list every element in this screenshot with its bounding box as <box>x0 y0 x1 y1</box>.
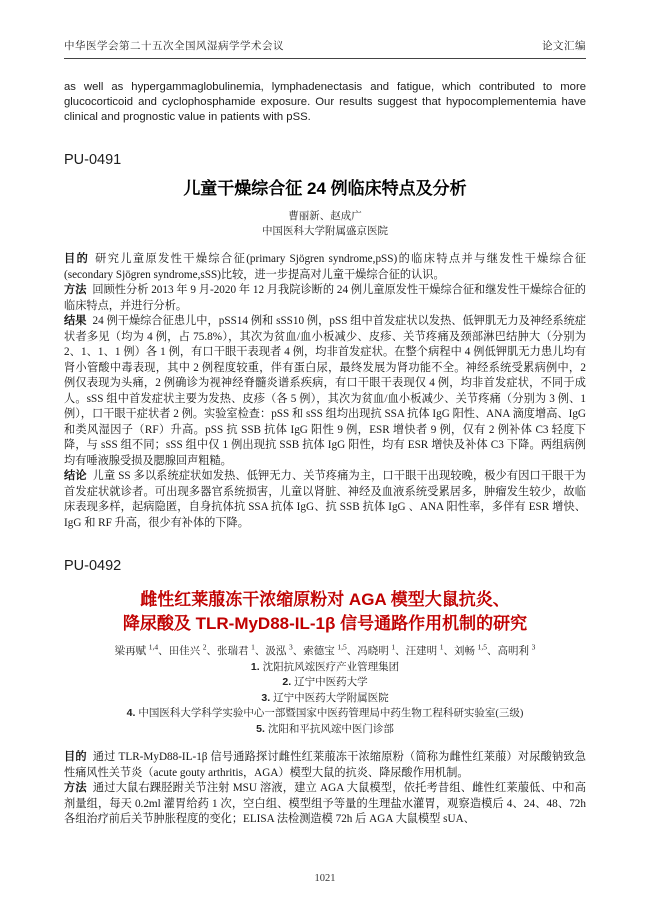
author-name: 田佳兴 $^2$ <box>168 642 207 657</box>
author-affiliation-superscript: 3 <box>531 642 536 652</box>
affiliation-line <box>64 706 586 722</box>
abstract2-title-line1: 雌性红莱菔冻干浓缩原粉对 AGA 模型大鼠抗炎、 <box>140 590 510 609</box>
abstract1-methods <box>64 283 586 314</box>
author-affiliation-superscript: 1,5 <box>337 642 347 652</box>
abstract2-authors: 梁再赋 $^{1,4}$、田佳兴 $^2$、张瑞君 $^1$、汲泓 $^3$、索德宝 $^{1,5}$、冯晓明 $^1$、汪建明 $^1$、刘畅 $^{1,5}$、高明利 $^3$ <box>114 642 536 657</box>
author-name: 梁再赋 $^{1,4}$ <box>114 642 159 657</box>
abstract2-title-line2: 降尿酸及 TLR-MyD88-IL-1β 信号通路作用机制的研究 <box>122 614 528 633</box>
affiliation-number: 4. <box>126 707 139 719</box>
abstract1-results <box>64 314 586 469</box>
abstract1-id: PU-0491 <box>64 152 122 168</box>
header-rule <box>64 58 586 59</box>
header-conference-name: 中华医学会第二十五次全国风湿病学学术会议 <box>64 41 284 52</box>
methods-text: 通过大鼠右踝胫跗关节注射 MSU 溶液，建立 AGA 大鼠模型，依托考昔组、雌性红莱菔低、中和高剂量组，每天 0.2ml 灌胃给药 1 次，空白组、模型组予等量的生理盐水灌胃，观察造模后 4、24、48、72h 各组治疗前后关节肿胀程度的变化；ELISA 法检测造模 72h 后 AGA 大鼠模型 sUA、 <box>64 782 586 825</box>
abstract2-body <box>64 750 586 828</box>
affiliation-name: 辽宁中医药大学 <box>294 677 368 688</box>
abstract2-objective <box>64 750 586 781</box>
author-affiliation-superscript: 1,5 <box>477 642 487 652</box>
author-name: 张瑞君 $^1$ <box>217 642 255 657</box>
author-affiliation-superscript: 3 <box>289 642 293 652</box>
methods-text: 回顾性分析 2013 年 9 月-2020 年 12 月我院诊断的 24 例儿童原发性干燥综合征和继发性干燥综合征的临床特点，并进行分析。 <box>64 284 586 312</box>
affiliation-line <box>64 660 586 676</box>
affiliation-number: 2. <box>282 676 295 688</box>
author-name: 汲泓 $^3$ <box>265 642 293 657</box>
affiliation-number: 5. <box>256 722 268 735</box>
affiliation-number: 3. <box>261 691 274 704</box>
author-affiliation-superscript: 1,4 <box>148 642 159 652</box>
abstract2-byline <box>64 642 586 737</box>
affiliation-line <box>64 691 586 707</box>
results-label: 结果 <box>64 315 87 327</box>
objective-label: 目的 <box>64 253 90 265</box>
abstract1-title: 儿童干燥综合征 24 例临床特点及分析 <box>183 179 467 198</box>
abstract2-title <box>64 588 586 636</box>
abstract1-objective <box>64 252 586 283</box>
affiliation-name: 沈阳抗风竤医疗产业管理集团 <box>262 661 400 673</box>
header-volume-label: 论文汇编 <box>542 41 586 52</box>
author-affiliation-superscript: 1 <box>391 642 396 652</box>
author-name: 刘畅 $^{1,5}$ <box>454 642 487 657</box>
page-footer <box>0 873 650 884</box>
author-affiliation-superscript: 1 <box>251 642 255 652</box>
running-header <box>64 38 586 53</box>
author-affiliation-superscript: 2 <box>202 642 207 652</box>
methods-label: 方法 <box>64 782 87 794</box>
affiliation-name: 中国医科大学科学实验中心一部暨国家中医药管理局中药生物工程科研实验室(三级) <box>138 708 524 719</box>
affiliation-name: 辽宁中医药大学附属医院 <box>273 692 389 704</box>
affiliation-line <box>64 675 586 691</box>
abstract1-affiliation: 中国医科大学附属盛京医院 <box>262 225 388 237</box>
page-number: 1021 <box>314 873 336 884</box>
abstract2-affiliations <box>64 660 586 738</box>
english-continuation-paragraph: as well as hypergammaglobulinemia, lymphadenectasis and fatigue, which contributed to more glucocorticoid and cyclophosphamide exposure. Our results suggest that hypocomplementemia have clinical and prognostic value in patients with pSS. <box>64 81 586 123</box>
abstract2-methods <box>64 781 586 828</box>
abstract1-authors: 曹丽新、赵成广 <box>288 211 362 222</box>
abstract1-conclusion <box>64 469 586 531</box>
author-name: 汪建明 $^1$ <box>405 642 444 657</box>
author-name: 高明利 $^3$ <box>497 642 536 657</box>
conclusion-text: 儿童 SS 多以系统症状如发热、低钾无力、关节疼痛为主，口干眼干出现较晚，极少有因口干眼干为首发症状就诊者。可出现多器官系统损害，儿童以肾脏、神经及血液系统受累居多，肿瘤发生较少，故临床表现多样，起病隐匿，自身抗体抗 SSA 抗体 IgG、抗 SSB 抗体 IgG 、ANA 阳性率，多伴有 ESR 增快、IgG 和 RF 升高，很少有补体的下降。 <box>64 470 586 529</box>
author-affiliation-superscript: 1 <box>439 642 444 652</box>
abstract1-body <box>64 252 586 531</box>
results-text: 24 例干燥综合征患儿中，pSS14 例和 sSS10 例，pSS 组中首发症状以发热、低钾肌无力及神经系统症状者多见（均为 4 例，占 75.8%），其次为贫血/血小板减少、皮疹、关节疼痛及颈部淋巴结肿大（分别为 2、1、1、1 例）各 1 例，有口干眼干表现者 4 例，均非首发症状。在整个病程中 4 例低钾肌无力患儿均有肾小管酸中毒表现，其中 2 例程度较重，伴有蛋白尿，最终发展为肾功能不全。神经系统受累病例中，2 例仅表现为头痛，2 例确诊为视神经脊髓炎谱系疾病，有口干眼干表现仅 4 例，均非首发症状，不同于成人。sSS 组中首发症状主要为发热、皮疹（各 5 例），其次为贫血/血小板减少、关节疼痛（分别为 3 例、1 例），口干眼干症状者 2 例。实验室检查：pSS 和 sSS 组均出现抗 SSA 抗体 IgG 阳性、ANA 滴度增高、IgG 和类风湿因子（RF）升高。pSS 抗 SSB 抗体 IgG 阳性 9 例，ESR 增快者 9 例，仅有 2 例补体 C3 轻度下降，与 sSS 组不同；sSS 组中仅 1 例出现抗 SSB 抗体 IgG 阳性，均有 ESR 增快及补体 C3 下降。两组病例均有唾液腺受损及腮腺回声粗糙。 <box>64 315 586 467</box>
objective-text: 通过 TLR-MyD88-IL-1β 信号通路探讨雌性红莱菔冻干浓缩原粉（简称为雌性红莱菔）对尿酸钠致急性痛风性关节炎（acute gouty arthritis，AGA）模型大鼠的抗炎、降尿酸作用机制。 <box>64 751 586 779</box>
conclusion-label: 结论 <box>64 470 87 482</box>
affiliation-number: 1. <box>250 660 263 673</box>
objective-label: 目的 <box>64 751 87 763</box>
affiliation-name: 沈阳和平抗风竤中医门诊部 <box>267 723 394 735</box>
affiliation-line <box>64 722 586 738</box>
methods-label: 方法 <box>64 284 87 296</box>
author-name: 冯晓明 $^1$ <box>357 642 396 657</box>
abstract1-byline <box>64 210 586 239</box>
author-name: 索德宝 $^{1,5}$ <box>303 642 347 657</box>
abstract2-id: PU-0492 <box>64 558 122 574</box>
objective-text: 研究儿童原发性干燥综合征(primary Sjögren syndrome,pSS)的临床特点并与继发性干燥综合征(secondary Sjögren syndrome,sSS)比较，进一步提高对儿童干燥综合征的认识。 <box>64 253 586 281</box>
